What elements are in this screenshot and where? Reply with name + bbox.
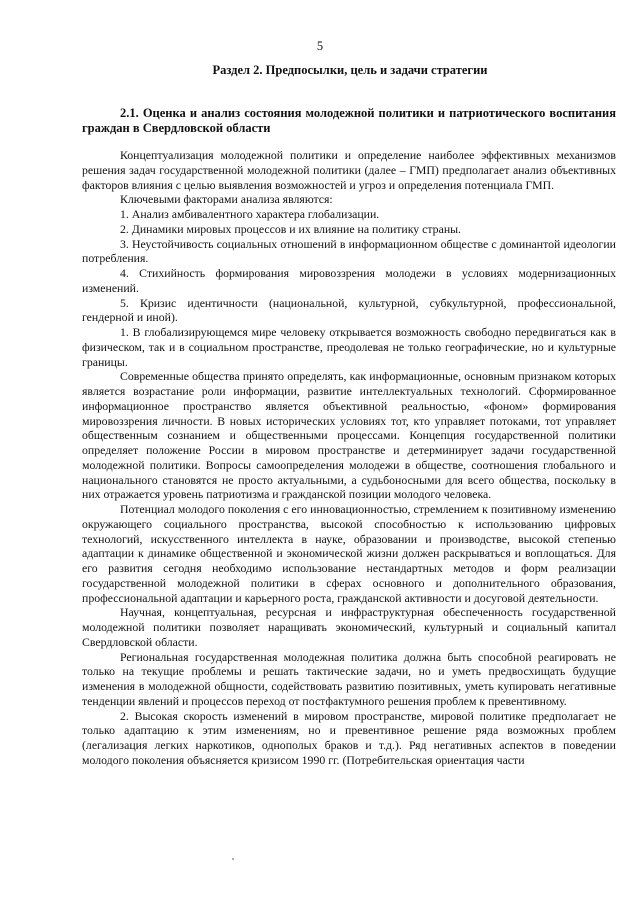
- list-item: 1. Анализ амбивалентного характера глобализации.: [120, 207, 380, 221]
- paragraph: Ключевыми факторами анализа являются:: [120, 192, 333, 207]
- scan-mark: [232, 858, 234, 860]
- paragraph: Научная, концептуальная, ресурсная и инфраструктурная обеспеченность государственной молодежной политики позволяет наращивать экономический, культурный и социальный капитал Свердловской области.: [82, 605, 616, 649]
- page-number: 5: [316, 39, 324, 53]
- body-text: [82, 148, 616, 768]
- paragraph: Концептуализация молодежной политики и определение наиболее эффективных механизмов решения задач государственной молодежной политики (далее – ГМП) предполагает анализ объективных факторов влияния с целью выявления возможностей и угроз и определения потенциала ГМП.: [82, 148, 616, 192]
- list-item: 2. Динамики мировых процессов и их влияние на политику страны.: [120, 221, 462, 236]
- list-item: 3. Неустойчивость социальных отношений в информационном обществе с доминантой идеологии потребления.: [82, 236, 616, 266]
- paragraph: 1. В глобализирующемся мире человеку открывается возможность свободно передвигаться как в физическом, так и в социальном пространстве, преодолевая не только географические, но и культурные границы.: [82, 325, 616, 369]
- list-item: 4. Стихийность формирования мировоззрения молодежи в условиях модернизационных изменений.: [82, 266, 616, 295]
- paragraph: 2. Высокая скорость изменений в мировом пространстве, мировой политике предполагает не только адаптацию к этим изменениям, но и превентивное решение ряда возможных проблем (легализация легких наркотиков, однополых браков и т.д.). Ряд негативных аспектов в поведении молодого поколения объясняется кризисом 1990 гг. (Потребительская ориентация части: [82, 708, 616, 767]
- subsection-title: 2.1. Оценка и анализ состояния молодежной политики и патриотического воспитания граждан в Свердловской области: [82, 106, 616, 135]
- paragraph: Потенциал молодого поколения с его инновационностью, стремлением к позитивному изменению окружающего социального пространства, высокой способностью к использованию цифровых технологий, искусственного интеллекта в науке, образовании и производстве, высокой степенью адаптации к динамике общественной и экономической жизни должен раскрываться и воплощаться. Для его развития сегодня необходимо использование нестандартных методов и форм реализации государственной молодежной политики в сферах основного и дополнительного образования, профессиональной адаптации и карьерного роста, гражданской активности и досуговой деятельности.: [82, 502, 616, 605]
- list-item: 5. Кризис идентичности (национальной, культурной, субкультурной, профессиональной, гендерной и иной).: [82, 295, 616, 325]
- section-title: Раздел 2. Предпосылки, цель и задачи стратегии: [212, 63, 488, 77]
- paragraph: Региональная государственная молодежная политика должна быть способной реагировать не только на текущие проблемы и решать тактические задачи, но и уметь предвосхищать будущие изменения в молодежной общности, содействовать развитию позитивных, уметь купировать негативные тенденции явлений и процессов переход от постфактумного решения проблем к превентивному.: [82, 649, 616, 708]
- paragraph: Современные общества принято определять, как информационные, основным признаком которых является возрастание роли информации, развитие интеллектуальных технологий. Сформированное информационное пространство является объективной реальностью, «фоном» формирования мировоззрения личности. В новых исторических условиях тот, кто управляет потоками, тот управляет общественным сознанием и общественными процессами. Концепция государственной политики определяет положение России в мировом пространстве и детерминирует задачи государственной молодежной политики. Вопросы самоопределения молодежи в обществе, соотношения глобального и национального становятся не просто актуальными, а судьбоносными для всего общества, поскольку в них отражается уровень патриотизма и гражданской позиции молодого человека.: [82, 369, 616, 502]
